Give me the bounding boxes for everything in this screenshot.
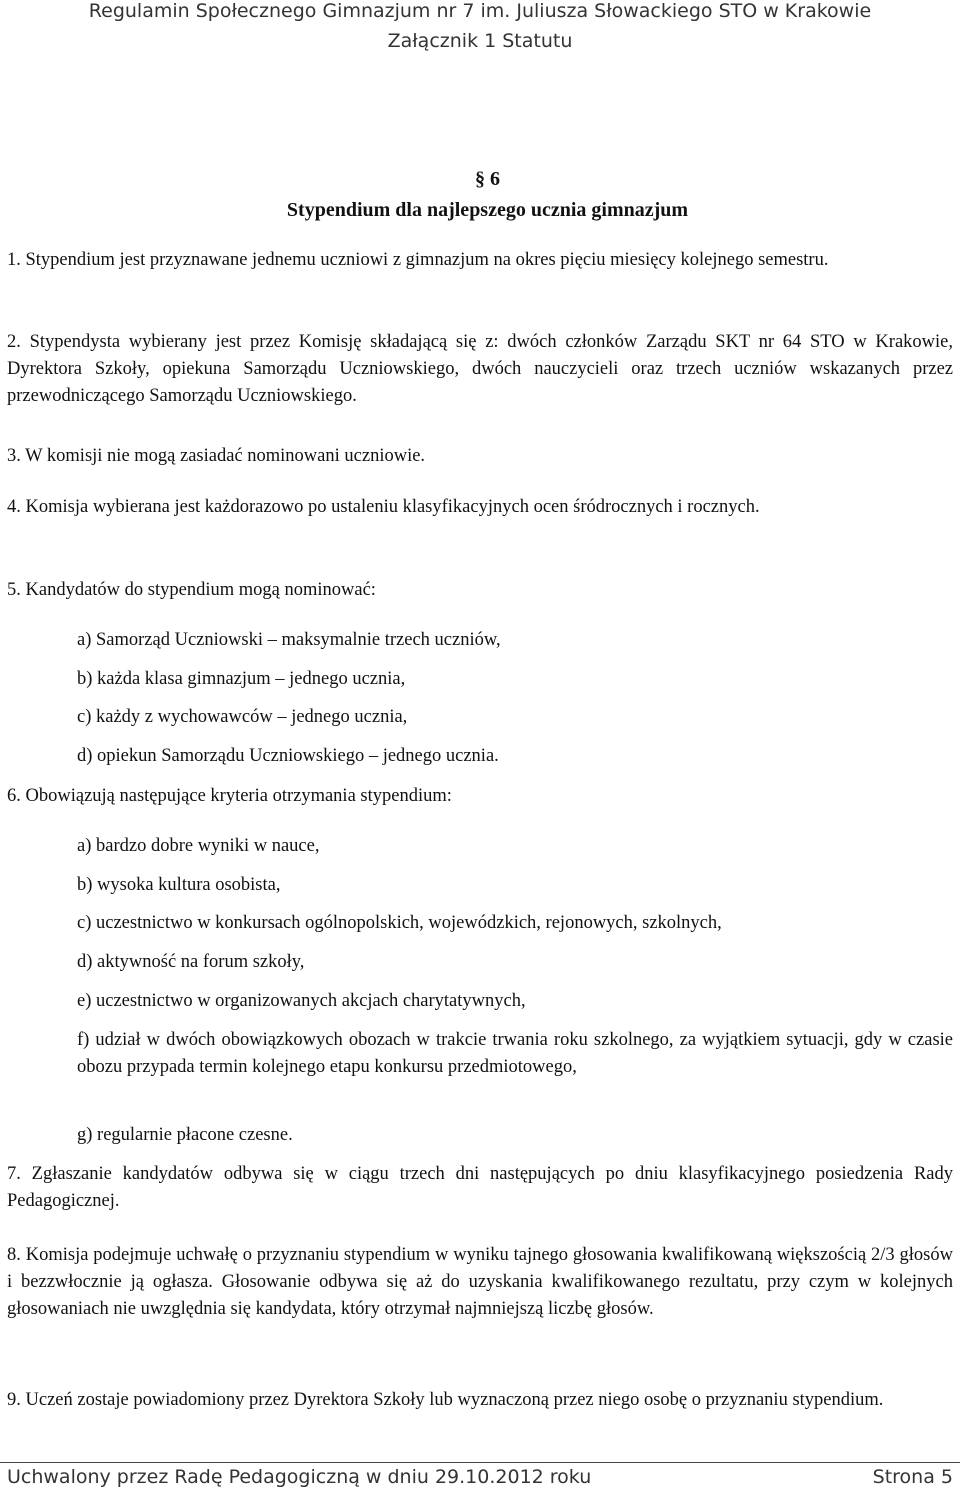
list-item-6a: a) bardzo dobre wyniki w nauce,	[77, 836, 320, 856]
list-item-6e: e) uczestnictwo w organizowanych akcjach charytatywnych,	[77, 991, 526, 1011]
document-header-title: Regulamin Społecznego Gimnazjum nr 7 im. Juliusza Słowackiego STO w Krakowie	[88, 0, 872, 22]
paragraph-8: 8. Komisja podejmuje uchwałę o przyznaniu stypendium w wyniku tajnego głosowania kwalifikowaną większością 2/3 głosów i bezzwłocznie ją ogłasza. Głosowanie odbywa się aż do uzyskania kwalifikowanego rezultatu, przy czym w kolejnych głosowaniach nie uwzględnia się kandydata, który otrzymał najmniejszą liczbę głosów.	[7, 1245, 953, 1319]
list-item-6c: c) uczestnictwo w konkursach ogólnopolskich, wojewódzkich, rejonowych, szkolnych,	[77, 913, 722, 933]
list-item-6b: b) wysoka kultura osobista,	[77, 875, 281, 895]
paragraph-9: 9. Uczeń zostaje powiadomiony przez Dyrektora Szkoły lub wyznaczoną przez niego osobę o przyznaniu stypendium.	[7, 1390, 884, 1410]
footer-approval-note: Uchwalony przez Radę Pedagogiczną w dniu 29.10.2012 roku	[7, 1466, 592, 1488]
list-item-6g: g) regularnie płacone czesne.	[77, 1125, 293, 1145]
page-number: Strona 5	[872, 1466, 953, 1488]
paragraph-5: 5. Kandydatów do stypendium mogą nominować:	[7, 580, 376, 600]
paragraph-4: 4. Komisja wybierana jest każdorazowo po ustaleniu klasyfikacyjnych ocen śródrocznych i rocznych.	[7, 497, 760, 517]
list-item-5b: b) każda klasa gimnazjum – jednego ucznia,	[77, 669, 406, 689]
list-item-5c: c) każdy z wychowawców – jednego ucznia,	[77, 707, 408, 727]
list-item-6f: f) udział w dwóch obowiązkowych obozach w trakcie trwania roku szkolnego, za wyjątkiem sytuacji, gdy w czasie obozu przypada termin kolejnego etapu konkursu przedmiotowego,	[77, 1030, 953, 1077]
paragraph-3: 3. W komisji nie mogą zasiadać nominowani uczniowie.	[7, 446, 426, 466]
section-title: Stypendium dla najlepszego ucznia gimnazjum	[286, 199, 689, 221]
footer-divider	[0, 1462, 960, 1463]
paragraph-6: 6. Obowiązują następujące kryteria otrzymania stypendium:	[7, 786, 452, 806]
list-item-5d: d) opiekun Samorządu Uczniowskiego – jednego ucznia.	[77, 746, 499, 766]
section-number: § 6	[475, 168, 500, 190]
list-item-6d: d) aktywność na forum szkoły,	[77, 952, 305, 972]
list-item-5a: a) Samorząd Uczniowski – maksymalnie trzech uczniów,	[77, 630, 501, 650]
paragraph-1: 1. Stypendium jest przyznawane jednemu uczniowi z gimnazjum na okres pięciu miesięcy kolejnego semestru.	[7, 250, 829, 270]
paragraph-2: 2. Stypendysta wybierany jest przez Komisję składającą się z: dwóch członków Zarządu SKT nr 64 STO w Krakowie, Dyrektora Szkoły, opiekuna Samorządu Uczniowskiego, dwóch nauczycieli oraz trzech uczniów wskazanych przez przewodniczącego Samorządu Uczniowskiego.	[7, 332, 953, 406]
document-header-subtitle: Załącznik 1 Statutu	[387, 30, 573, 52]
paragraph-7: 7. Zgłaszanie kandydatów odbywa się w ciągu trzech dni następujących po dniu klasyfikacyjnego posiedzenia Rady Pedagogicznej.	[7, 1164, 953, 1211]
